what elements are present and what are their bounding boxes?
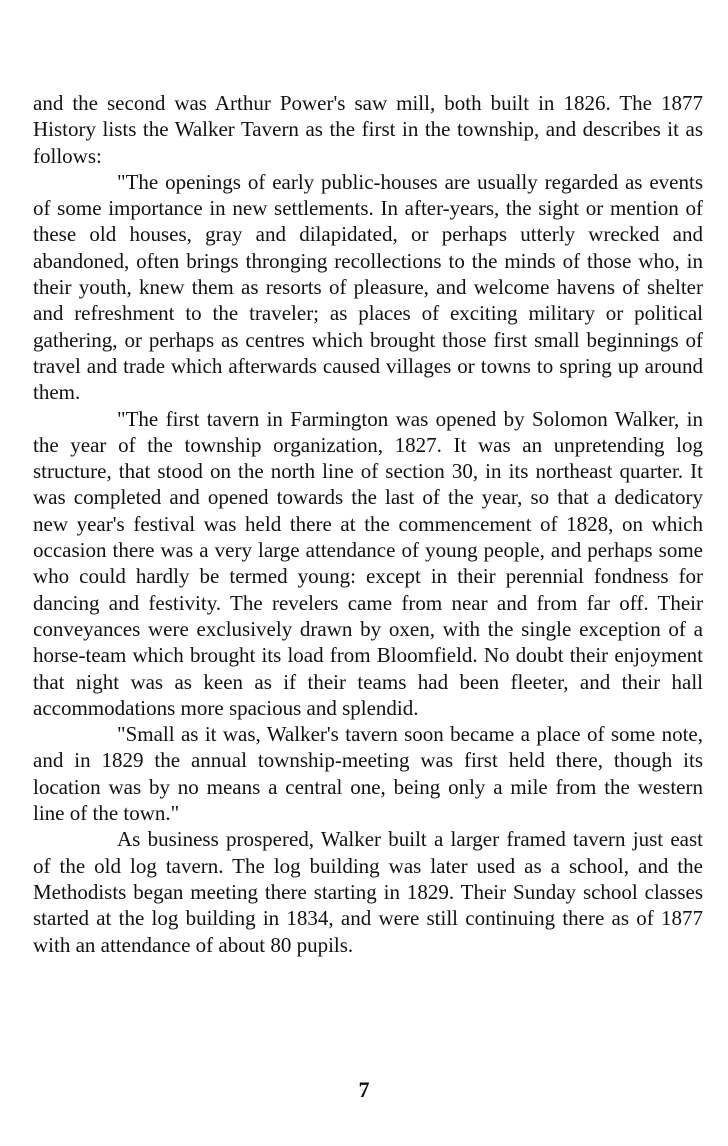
paragraph-quote-first-tavern: "The first tavern in Farmington was opened by Solomon Walker, in the year of the township organization, 1827. It was an unpretending log structure, that stood on the north line of section 30, in its northeast quarter. It was completed and opened towards the last of the year, so that a dedicatory new year's festival was held there at the commencement of 1828, on which occasion there was a very large attendance of young people, and perhaps some who could hardly be termed young: except in their perennial fondness for dancing and festivity. The revelers came from near and from far off. Their conveyances were exclusively drawn by oxen, with the single exception of a horse-team which brought its load from Bloomfield. No doubt their enjoyment that night was as keen as if their teams had been fleeter, and their hall accommodations more spacious and splendid. [33, 406, 703, 720]
paragraph-quote-small-tavern: "Small as it was, Walker's tavern soon became a place of some note, and in 1829 the annual township-meeting was first held there, though its location was by no means a central one, being only a mile from the western line of the town." [33, 722, 703, 826]
paragraph-business-prospered: As business prospered, Walker built a larger framed tavern just east of the old log tavern. The log building was later used as a school, and the Methodists began meeting there starting in 1829. Their Sunday school classes started at the log building in 1834, and were still continuing there as of 1877 with an attendance of about 80 pupils. [33, 827, 703, 957]
body-text [33, 90, 703, 958]
page-number: 7 [358, 1077, 370, 1102]
paragraph-intro: and the second was Arthur Power's saw mill, both built in 1826. The 1877 History lists the Walker Tavern as the first in the township, and describes it as follows: [33, 91, 703, 168]
paragraph-quote-openings: "The openings of early public-houses are usually regarded as events of some importance in new settlements. In after-years, the sight or mention of these old houses, gray and dilapidated, or perhaps utterly wrecked and abandoned, often brings thronging recollections to the minds of those who, in their youth, knew them as resorts of pleasure, and welcome havens of shelter and refreshment to the traveler; as places of exciting military or political gathering, or perhaps as centres which brought those first small beginnings of travel and trade which afterwards caused villages or towns to spring up around them. [33, 169, 703, 405]
